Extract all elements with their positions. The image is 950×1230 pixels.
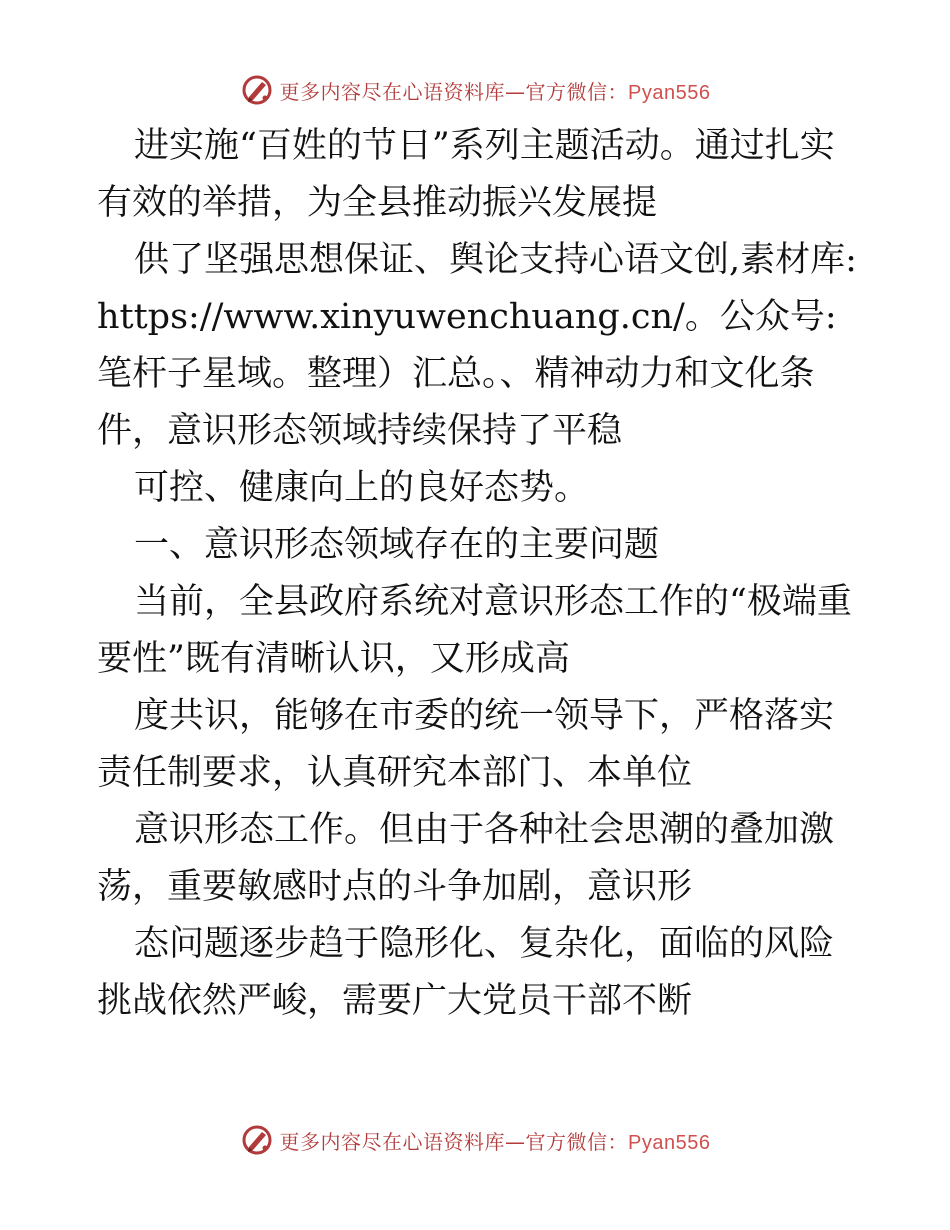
watermark-site-label: 更多内容尽在心语资料库 xyxy=(279,1129,506,1154)
watermark-dash: — xyxy=(505,79,526,104)
section-heading: 一、意识形态领域存在的主要问题 xyxy=(134,525,660,565)
watermark-wechat-id: Pyan556 xyxy=(628,1131,711,1154)
watermark-wechat-label: 官方微信： xyxy=(525,79,629,104)
paragraph: 可控、健康向上的良好态势。 xyxy=(134,468,590,508)
paragraph: 进实施“百姓的节日”系列主题活动。通过扎实有效的举措，为全县推动振兴发展提 xyxy=(97,126,835,223)
paragraph: 态问题逐步趋于隐形化、复杂化，面临的风险挑战依然严峻，需要广大党员干部不断 xyxy=(97,924,835,1021)
watermark-wechat-id: Pyan556 xyxy=(628,81,711,104)
watermark-text xyxy=(280,76,711,105)
footer-watermark xyxy=(0,1120,950,1160)
paragraph: 供了坚强思想保证、舆论支持心语文创,素材库: https://www.xinyuwenchuang.cn/。公众号:笔杆子星域。整理）汇总。、精神动力和文化条件，意识形态领域持续保持了平稳 xyxy=(97,240,869,451)
paragraph: 意识形态工作。但由于各种社会思潮的叠加激荡，重要敏感时点的斗争加剧，意识形 xyxy=(97,810,835,907)
watermark-site-label: 更多内容尽在心语资料库 xyxy=(279,79,506,104)
watermark-wechat-label: 官方微信： xyxy=(525,1129,629,1154)
paragraph: 当前，全县政府系统对意识形态工作的“极端重要性”既有清晰认识，又形成高 xyxy=(97,582,852,679)
watermark-dash: — xyxy=(505,1129,526,1154)
pen-circle-logo-icon xyxy=(240,1123,274,1157)
watermark-text xyxy=(280,1126,711,1155)
header-watermark xyxy=(0,70,950,110)
document-body xyxy=(97,118,869,1030)
pen-circle-logo-icon xyxy=(240,73,274,107)
paragraph: 度共识，能够在市委的统一领导下，严格落实责任制要求，认真研究本部门、本单位 xyxy=(97,696,835,793)
